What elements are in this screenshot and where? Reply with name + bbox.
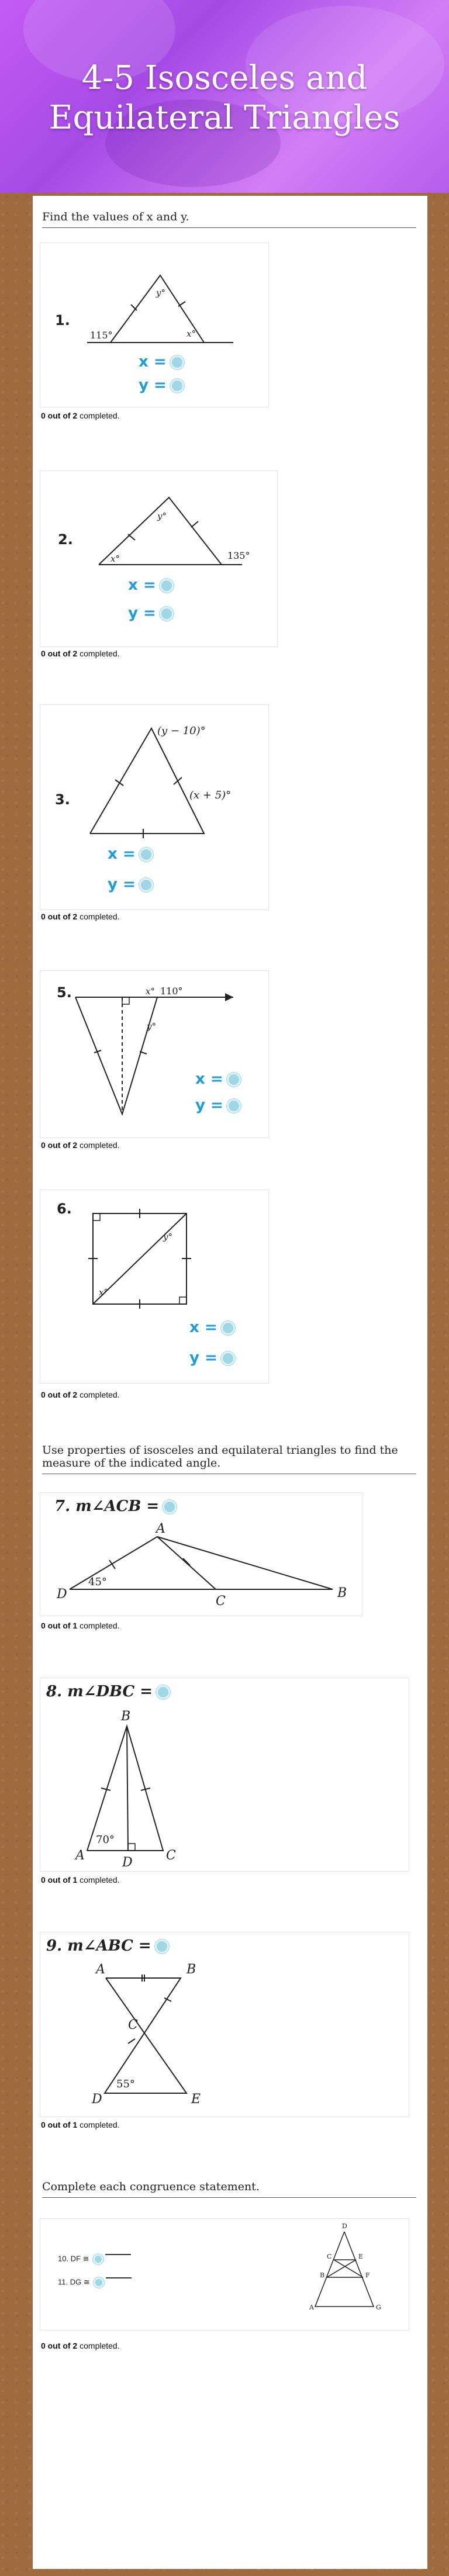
- answer-dot-icon[interactable]: [221, 1351, 235, 1365]
- q2-number: 2.: [58, 531, 73, 548]
- q8-A: A: [75, 1848, 85, 1863]
- q3-diagram: [40, 705, 268, 910]
- answer-dot-icon[interactable]: [139, 848, 153, 862]
- answer-dot-icon[interactable]: [160, 579, 174, 593]
- section-instruction: Find the values of x and y.: [42, 210, 416, 228]
- q5-number: 5.: [57, 984, 72, 1001]
- q1-answer-y[interactable]: y =: [139, 376, 184, 394]
- q8-status: 0 out of 1 completed.: [41, 1875, 120, 1885]
- q8-diagram: [40, 1678, 409, 1871]
- q2-answer-y[interactable]: y =: [128, 604, 174, 622]
- q6-status: 0 out of 2 completed.: [41, 1390, 120, 1399]
- q6-answer-y[interactable]: y =: [189, 1349, 235, 1367]
- q10-F: F: [365, 2271, 370, 2279]
- question-7: [40, 1492, 362, 1616]
- q5-angle: 110°: [160, 986, 183, 997]
- q2-answer-x[interactable]: x =: [128, 576, 174, 594]
- q9-angle: 55°: [116, 2078, 135, 2090]
- q8-B: B: [121, 1709, 131, 1724]
- q7-D: D: [57, 1587, 67, 1602]
- answer-dot-icon[interactable]: [139, 878, 153, 892]
- q10-D: D: [342, 2222, 347, 2230]
- q7-B: B: [337, 1586, 347, 1600]
- q1-angle: 115°: [90, 330, 113, 341]
- q2-x: x°: [110, 554, 120, 564]
- answer-dot-icon[interactable]: [160, 607, 174, 621]
- question-9: [40, 1932, 409, 2117]
- q1-y: y°: [156, 288, 165, 298]
- answer-dot-icon[interactable]: [170, 355, 184, 369]
- header-banner: [0, 0, 449, 193]
- question-8: [40, 1678, 409, 1872]
- q9-prompt[interactable]: 9. m∠ABC =: [46, 1937, 169, 1955]
- answer-dot-icon[interactable]: [221, 1321, 235, 1335]
- q2-y: y°: [157, 511, 167, 521]
- q5-answer-y[interactable]: y =: [195, 1097, 241, 1114]
- q9-E: E: [191, 2092, 201, 2107]
- q10-A: A: [309, 2304, 314, 2311]
- question-5: [40, 970, 269, 1138]
- q8-D: D: [122, 1855, 133, 1870]
- answer-dot-icon[interactable]: [227, 1099, 241, 1113]
- q1-status: 0 out of 2 completed.: [41, 411, 120, 420]
- q5-y: y°: [147, 1021, 156, 1032]
- q7-status: 0 out of 1 completed.: [41, 1621, 120, 1630]
- q3-answer-x[interactable]: x =: [108, 845, 153, 863]
- q10-E: E: [358, 2253, 364, 2260]
- q9-status: 0 out of 1 completed.: [41, 2120, 120, 2129]
- q6-answer-x[interactable]: x =: [189, 1319, 235, 1336]
- q11-statement[interactable]: 11. DG ≅: [58, 2277, 132, 2288]
- worksheet: [33, 196, 427, 2569]
- question-1: [40, 243, 269, 407]
- q6-y: y°: [163, 1232, 172, 1242]
- q1-number: 1.: [55, 312, 70, 329]
- section-instruction: Use properties of isosceles and equilateral triangles to find the measure of the indicated angle.: [42, 1444, 416, 1474]
- q2-status: 0 out of 2 completed.: [41, 649, 120, 658]
- q10-status: 0 out of 2 completed.: [41, 2341, 120, 2350]
- q3-top: (y − 10)°: [157, 725, 206, 737]
- q9-B: B: [186, 1962, 196, 1977]
- q3-status: 0 out of 2 completed.: [41, 912, 120, 921]
- q3-number: 3.: [55, 791, 70, 808]
- q7-A: A: [156, 1522, 165, 1536]
- question-2: [40, 471, 278, 647]
- answer-dot-icon[interactable]: [155, 1939, 169, 1953]
- q5-status: 0 out of 2 completed.: [41, 1140, 120, 1150]
- q9-A: A: [96, 1962, 105, 1977]
- q5-x: x°: [146, 986, 155, 997]
- q10-G: G: [376, 2304, 381, 2311]
- question-3: [40, 704, 269, 910]
- q6-x: x°: [99, 1287, 108, 1298]
- q2-angle: 135°: [227, 550, 250, 561]
- q8-C: C: [166, 1848, 176, 1863]
- q10-C: C: [327, 2253, 332, 2260]
- section-instruction: Complete each congruence statement.: [42, 2180, 416, 2198]
- q8-prompt[interactable]: 8. m∠DBC =: [46, 1683, 170, 1700]
- q1-x: x°: [186, 329, 196, 339]
- q10-B: B: [320, 2271, 325, 2279]
- answer-dot-icon[interactable]: [163, 1500, 177, 1514]
- answer-dot-icon[interactable]: [156, 1685, 170, 1699]
- page-title: 4-5 Isosceles and Equilateral Triangles: [49, 59, 400, 137]
- question-10: [40, 2218, 409, 2330]
- q7-C: C: [216, 1594, 226, 1609]
- q1-answer-x[interactable]: x =: [139, 353, 184, 371]
- question-6: [40, 1190, 269, 1384]
- q7-prompt[interactable]: 7. m∠ACB =: [54, 1498, 177, 1515]
- answer-dot-icon[interactable]: [227, 1073, 241, 1087]
- q3-side: (x + 5)°: [189, 789, 232, 801]
- q7-angle: 45°: [88, 1576, 107, 1588]
- q5-answer-x[interactable]: x =: [195, 1070, 241, 1088]
- q9-C: C: [128, 2018, 138, 2032]
- q10-diagram: [40, 2219, 409, 2330]
- q9-diagram: [40, 1932, 409, 2117]
- answer-dot-icon[interactable]: [170, 379, 184, 393]
- q3-answer-y[interactable]: y =: [108, 876, 153, 893]
- q9-D: D: [92, 2092, 102, 2107]
- q6-number: 6.: [57, 1201, 72, 1217]
- q10-statement[interactable]: 10. DF ≅: [58, 2254, 131, 2264]
- q8-angle: 70°: [96, 1834, 115, 1846]
